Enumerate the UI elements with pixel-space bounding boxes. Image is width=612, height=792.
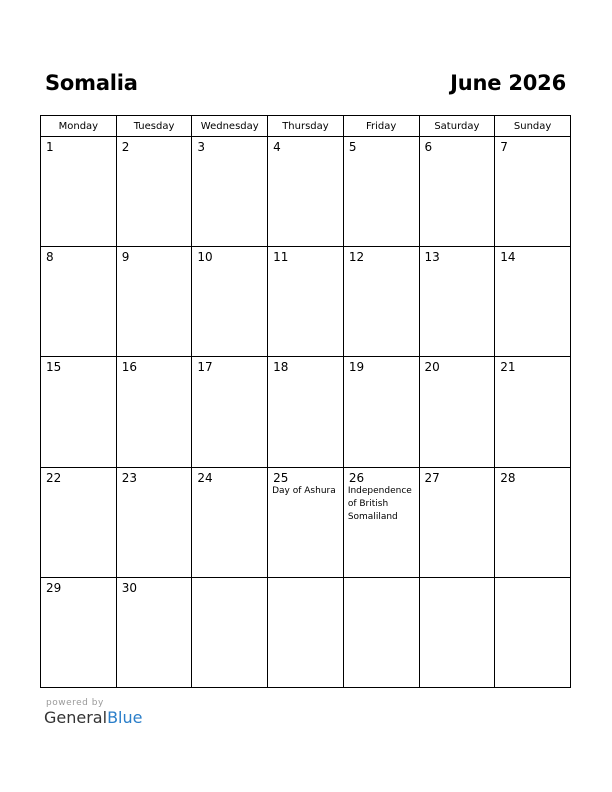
week-row — [41, 357, 571, 467]
day-number: 14 — [500, 250, 516, 265]
day-cell — [495, 577, 571, 687]
day-cell — [41, 137, 117, 247]
day-cell — [495, 247, 571, 357]
logo-general: General — [44, 708, 108, 727]
powered-by-text: powered by — [46, 698, 104, 708]
week-row — [41, 467, 571, 577]
day-number — [420, 578, 495, 581]
day-cell — [419, 357, 495, 467]
day-cell — [419, 247, 495, 357]
day-number: 4 — [273, 140, 281, 154]
day-number: 3 — [197, 140, 206, 154]
day-number: 23 — [121, 470, 137, 485]
weekday-friday: Friday — [343, 116, 419, 137]
day-number — [495, 578, 570, 581]
day-number: 12 — [348, 250, 365, 265]
day-cell — [116, 467, 192, 577]
day-cell — [116, 137, 192, 247]
day-cell — [116, 357, 192, 467]
month-title: June 2026 — [450, 71, 566, 95]
day-number: 6 — [424, 140, 433, 154]
holiday-label: Independence of British Somaliland — [347, 485, 412, 522]
day-cell — [495, 137, 571, 247]
day-number: 5 — [348, 140, 357, 154]
generalblue-logo — [44, 708, 142, 727]
day-cell — [268, 247, 344, 357]
calendar-body — [41, 137, 571, 688]
weekday-monday: Monday — [41, 116, 117, 137]
day-cell — [192, 137, 268, 247]
day-number: 11 — [273, 250, 289, 265]
country-title: Somalia — [45, 71, 138, 95]
day-number: 28 — [500, 470, 516, 485]
day-cell — [192, 577, 268, 687]
day-number: 8 — [46, 250, 54, 265]
day-number: 21 — [500, 360, 516, 375]
day-number: 7 — [500, 140, 508, 154]
weekday-sunday: Sunday — [495, 116, 571, 137]
day-cell — [343, 357, 419, 467]
day-number: 24 — [197, 470, 213, 485]
day-number: 29 — [46, 580, 62, 595]
day-cell — [116, 577, 192, 687]
day-number: 15 — [46, 360, 62, 375]
week-row — [41, 577, 571, 687]
weekday-header-row — [41, 116, 571, 137]
week-row — [41, 247, 571, 357]
day-number: 18 — [273, 360, 289, 375]
day-cell — [343, 577, 419, 687]
day-number: 19 — [348, 360, 365, 375]
day-cell — [41, 577, 117, 687]
day-number: 13 — [424, 250, 440, 265]
day-cell — [268, 357, 344, 467]
day-cell — [116, 247, 192, 357]
day-number: 27 — [424, 470, 440, 485]
day-number: 2 — [121, 140, 130, 154]
day-number: 25 — [273, 470, 289, 485]
day-cell — [495, 357, 571, 467]
day-number — [344, 578, 419, 581]
logo-blue: Blue — [107, 708, 143, 727]
day-cell — [41, 357, 117, 467]
day-number: 10 — [197, 250, 213, 265]
day-cell — [419, 577, 495, 687]
holiday-label: Day of Ashura — [272, 485, 336, 496]
day-cell — [192, 467, 268, 577]
day-number: 30 — [121, 580, 137, 595]
day-cell — [343, 467, 419, 577]
weekday-tuesday: Tuesday — [116, 116, 192, 137]
day-number: 20 — [424, 360, 440, 375]
day-number: 22 — [46, 470, 62, 485]
day-cell — [268, 467, 344, 577]
day-number — [192, 578, 267, 581]
day-cell — [495, 467, 571, 577]
day-number: 17 — [197, 360, 213, 375]
day-cell — [41, 467, 117, 577]
week-row — [41, 137, 571, 247]
day-number: 16 — [121, 360, 137, 375]
weekday-saturday: Saturday — [419, 116, 495, 137]
brand-footer — [44, 698, 142, 727]
day-cell — [343, 247, 419, 357]
day-number: 26 — [348, 470, 365, 485]
day-cell — [268, 577, 344, 687]
day-cell — [192, 247, 268, 357]
day-cell — [192, 357, 268, 467]
day-cell — [419, 137, 495, 247]
day-cell — [343, 137, 419, 247]
calendar-grid — [40, 115, 571, 688]
day-number: 9 — [121, 250, 130, 265]
day-cell — [268, 137, 344, 247]
day-cell — [41, 247, 117, 357]
day-cell — [419, 467, 495, 577]
weekday-wednesday: Wednesday — [192, 116, 268, 137]
day-number: 1 — [46, 140, 54, 154]
day-number — [268, 578, 343, 581]
weekday-thursday: Thursday — [268, 116, 344, 137]
